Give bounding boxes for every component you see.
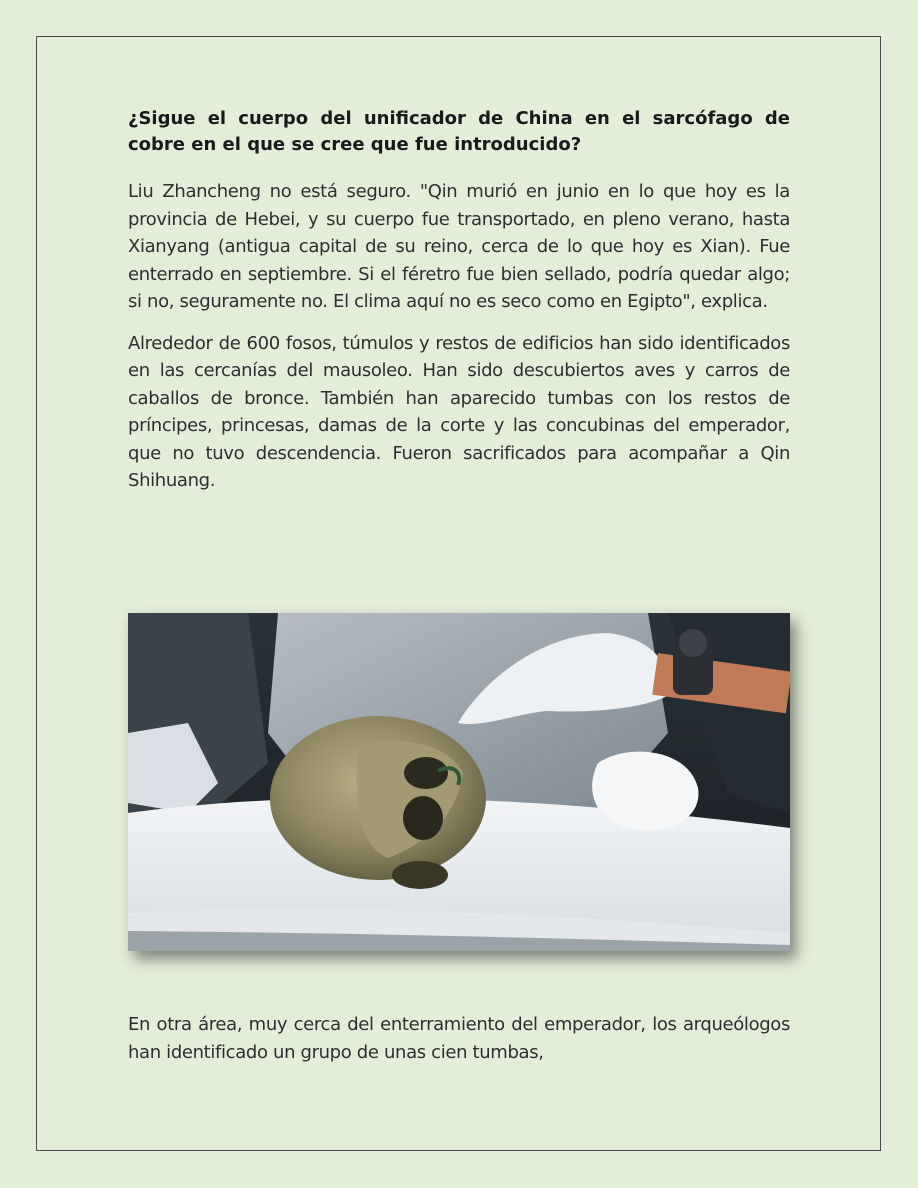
section-heading: ¿Sigue el cuerpo del unificador de China en el sarcófago de cobre en el que se cree que fue introducido? [128, 108, 790, 155]
paragraph-mausoleum-findings: Alrededor de 600 fosos, túmulos y restos de edificios han sido identificados en las cercanías del mausoleo. Han sido descubiertos aves y carros de caballos de bronce. También han aparecido tumbas con los restos de príncipes, princesas, damas de la corte y las concubinas del emperador, que no tuvo descendencia. Fueron sacrificados para acompañar a Qin Shihuang. [128, 332, 790, 491]
article-continuation [128, 1011, 790, 1080]
skull-photo [128, 613, 790, 951]
article-body [128, 106, 790, 509]
skull-photo-illustration [128, 613, 790, 951]
paragraph-hundred-tombs: En otra área, muy cerca del enterramiento del emperador, los arqueólogos han identificado un grupo de unas cien tumbas, [128, 1014, 790, 1063]
paragraph-liu-zhancheng: Liu Zhancheng no está seguro. "Qin murió en junio en lo que hoy es la provincia de Hebei, y su cuerpo fue transportado, en pleno verano, hasta Xianyang (antigua capital de su reino, cerca de lo que hoy es Xian). Fue enterrado en septiembre. Si el féretro fue bien sellado, podría quedar algo; si no, seguramente no. El clima aquí no es seco como en Egipto", explica. [128, 181, 790, 312]
